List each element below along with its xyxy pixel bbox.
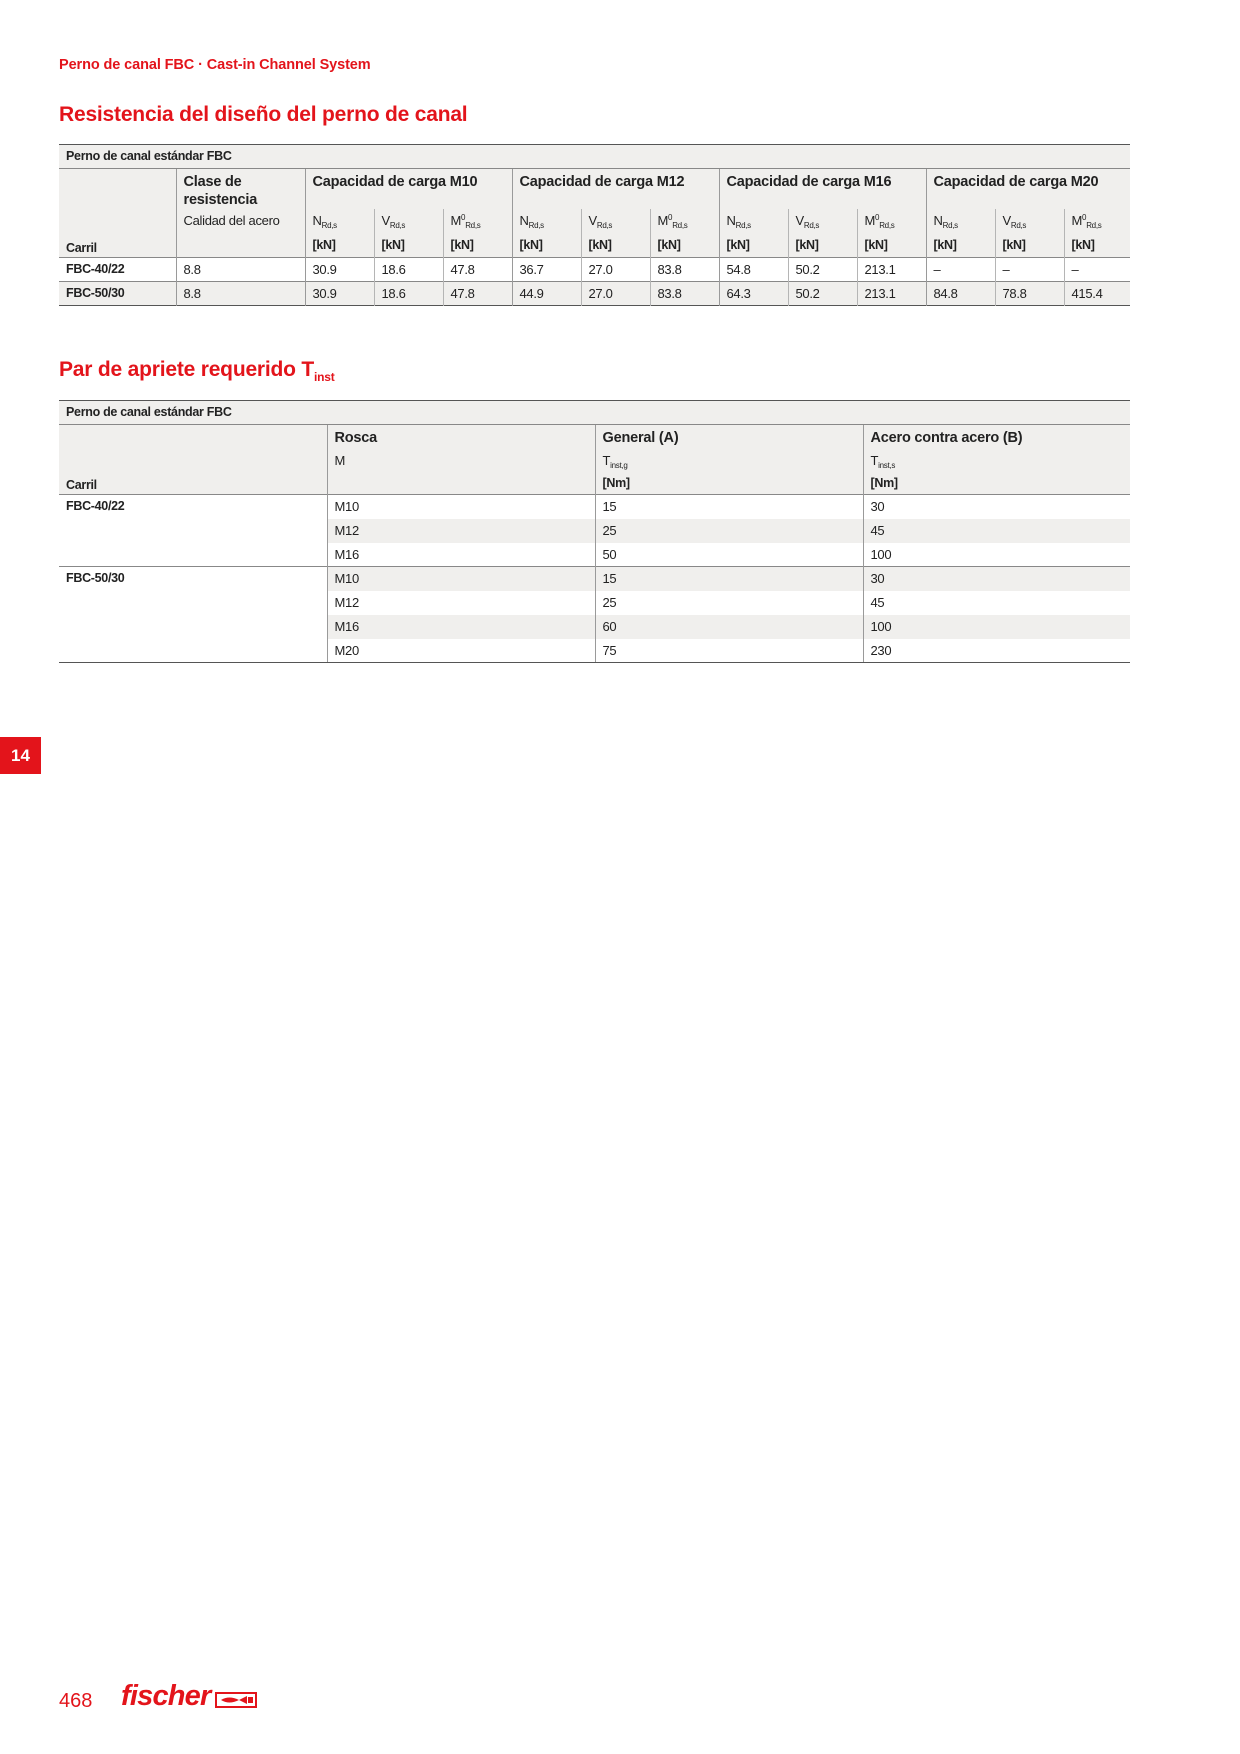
col-acero-symbol: $T_{inst,s}$ <box>863 449 1130 473</box>
brand-wordmark: fischer <box>121 1680 211 1712</box>
symbol-v-rds: $V_{Rd,s}$ <box>374 209 443 235</box>
table-row <box>59 281 1130 305</box>
col-rosca-label: Rosca <box>327 425 595 449</box>
col-clase-label: Clase de resistencia <box>176 169 305 210</box>
cell-value: 78.8 <box>995 281 1064 305</box>
symbol-n-rds: $N_{Rd,s}$ <box>512 209 581 235</box>
page-number: 468 <box>59 1690 93 1712</box>
cell-value: 30.9 <box>305 257 374 281</box>
cell-value: 50.2 <box>788 257 857 281</box>
unit-label: [kN] <box>443 235 512 257</box>
row-acero: 100 <box>863 543 1130 567</box>
row-general: 75 <box>595 639 863 663</box>
col-acero-label: Acero contra acero (B) <box>863 425 1130 449</box>
unit-label: [kN] <box>995 235 1064 257</box>
unit-label: [kN] <box>857 235 926 257</box>
resistencia-table <box>59 144 1130 306</box>
row-rosca: M10 <box>327 495 595 519</box>
col-acero-unit: [Nm] <box>863 473 1130 495</box>
cell-value: 36.7 <box>512 257 581 281</box>
symbol-n-rds: $N_{Rd,s}$ <box>305 209 374 235</box>
table-row <box>59 257 1130 281</box>
breadcrumb: Perno de canal FBC · Cast-in Channel System <box>59 57 371 73</box>
row-general: 25 <box>595 591 863 615</box>
row-carril: FBC-40/22 <box>59 495 327 567</box>
col-general-unit: [Nm] <box>595 473 863 495</box>
cell-value: – <box>995 257 1064 281</box>
group-m10: Capacidad de carga M10 <box>305 169 512 210</box>
row-general: 50 <box>595 543 863 567</box>
cell-value: 30.9 <box>305 281 374 305</box>
row-rosca: M20 <box>327 639 595 663</box>
row-rosca: M16 <box>327 615 595 639</box>
col-rosca-sub: M <box>327 449 595 473</box>
fish-logo-icon <box>215 1692 257 1708</box>
row-carril: FBC-50/30 <box>59 567 327 663</box>
row-general: 15 <box>595 495 863 519</box>
col-calidad-label: Calidad del acero <box>176 209 305 235</box>
cell-value: 18.6 <box>374 281 443 305</box>
row-acero: 230 <box>863 639 1130 663</box>
cell-value: 27.0 <box>581 281 650 305</box>
row-rosca: M12 <box>327 519 595 543</box>
unit-label: [kN] <box>926 235 995 257</box>
cell-value: 415.4 <box>1064 281 1130 305</box>
symbol-n-rds: $N_{Rd,s}$ <box>719 209 788 235</box>
cell-value: 47.8 <box>443 257 512 281</box>
table-caption: Perno de canal estándar FBC <box>59 145 1130 169</box>
symbol-m-rds: $M^0_{Rd,s}$ <box>443 209 512 235</box>
row-clase: 8.8 <box>176 281 305 305</box>
row-general: 25 <box>595 519 863 543</box>
row-rosca: M16 <box>327 543 595 567</box>
unit-label: [kN] <box>374 235 443 257</box>
unit-label: [kN] <box>305 235 374 257</box>
cell-value: – <box>1064 257 1130 281</box>
cell-value: 18.6 <box>374 257 443 281</box>
row-clase: 8.8 <box>176 257 305 281</box>
section-title-par-apriete <box>59 358 335 384</box>
table-caption: Perno de canal estándar FBC <box>59 401 1130 425</box>
cell-value: 47.8 <box>443 281 512 305</box>
symbol-v-rds: $V_{Rd,s}$ <box>788 209 857 235</box>
group-m12: Capacidad de carga M12 <box>512 169 719 210</box>
cell-value: 213.1 <box>857 257 926 281</box>
row-acero: 45 <box>863 591 1130 615</box>
col-general-symbol: $T_{inst,g}$ <box>595 449 863 473</box>
unit-label: [kN] <box>719 235 788 257</box>
symbol-v-rds: $V_{Rd,s}$ <box>995 209 1064 235</box>
cell-value: 27.0 <box>581 257 650 281</box>
cell-value: 44.9 <box>512 281 581 305</box>
chapter-tab: 14 <box>0 737 41 774</box>
symbol-m-rds: $M^0_{Rd,s}$ <box>650 209 719 235</box>
cell-value: 83.8 <box>650 257 719 281</box>
row-carril: FBC-50/30 <box>59 281 176 305</box>
unit-label: [kN] <box>581 235 650 257</box>
section-title-sub: inst <box>314 370 335 384</box>
unit-label: [kN] <box>1064 235 1130 257</box>
row-acero: 45 <box>863 519 1130 543</box>
row-acero: 30 <box>863 567 1130 591</box>
row-carril: FBC-40/22 <box>66 261 125 276</box>
col-carril-label: Carril <box>59 425 327 495</box>
table-row <box>59 567 1130 591</box>
row-acero: 30 <box>863 495 1130 519</box>
row-rosca: M10 <box>327 567 595 591</box>
cell-value: – <box>926 257 995 281</box>
section-title-main: Par de apriete requerido T <box>59 358 315 381</box>
unit-label: [kN] <box>650 235 719 257</box>
col-general-label: General (A) <box>595 425 863 449</box>
cell-value: 54.8 <box>719 257 788 281</box>
unit-label: [kN] <box>512 235 581 257</box>
cell-value: 64.3 <box>719 281 788 305</box>
group-m20: Capacidad de carga M20 <box>926 169 1130 210</box>
unit-label: [kN] <box>788 235 857 257</box>
cell-value: 50.2 <box>788 281 857 305</box>
row-rosca: M12 <box>327 591 595 615</box>
symbol-m-rds: $M^0_{Rd,s}$ <box>857 209 926 235</box>
cell-value: 213.1 <box>857 281 926 305</box>
col-carril-label: Carril <box>59 169 176 258</box>
symbol-v-rds: $V_{Rd,s}$ <box>581 209 650 235</box>
table-row <box>59 495 1130 519</box>
row-general: 15 <box>595 567 863 591</box>
group-m16: Capacidad de carga M16 <box>719 169 926 210</box>
par-apriete-table <box>59 400 1130 663</box>
cell-value: 84.8 <box>926 281 995 305</box>
brand-logo <box>121 1680 257 1713</box>
symbol-n-rds: $N_{Rd,s}$ <box>926 209 995 235</box>
section-title-resistencia: Resistencia del diseño del perno de canal <box>59 103 468 126</box>
row-general: 60 <box>595 615 863 639</box>
symbol-m-rds: $M^0_{Rd,s}$ <box>1064 209 1130 235</box>
cell-value: 83.8 <box>650 281 719 305</box>
row-acero: 100 <box>863 615 1130 639</box>
